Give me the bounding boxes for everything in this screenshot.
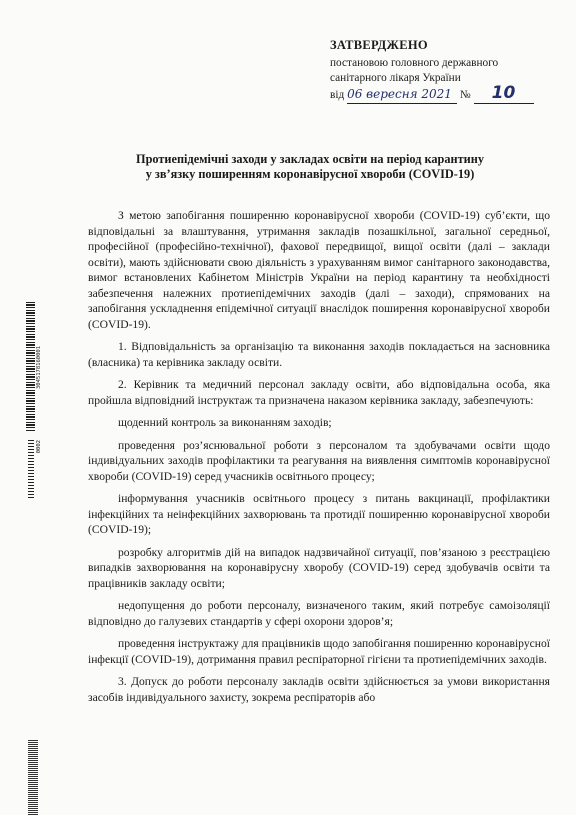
paragraph-2-item-1: щоденний контроль за виконанням заходів; xyxy=(118,416,332,429)
heading-line-2: у зв’язку поширенням коронавірусної хвороби (COVID-19) xyxy=(145,167,475,181)
paragraph-2-item-6: проведення інструктажу для працівників щодо запобігання поширенню коронавірусної інфекції (COVID-19), дотримання правил респіраторної гігієни та протиепідемічних заходів. xyxy=(88,637,550,666)
stub-text: 0002 xyxy=(36,440,42,454)
paragraph-2-item-3: інформування учасників освітнього процесу з питань вакцинації, профілактики інфекційних та неінфекційних захворювань та протидії поширенню коронавірусної хвороби (COVID-19); xyxy=(88,492,550,536)
approval-block xyxy=(330,38,570,104)
handwritten-date: 06 вересня 2021 xyxy=(347,87,452,101)
paragraph-1: 1. Відповідальність за організацію та виконання заходів покладається на засновника (власника) та керівника закладу освіти. xyxy=(88,340,550,369)
paragraph-2-item-4: розробку алгоритмів дій на випадок надзвичайної ситуації, пов’язаною з реєстрацією випадків захворювання на коронавірусну хворобу (COVID-19) серед здобувачів освіти та працівників закладу освіти; xyxy=(88,545,550,590)
paragraph-2-item-5: недопущення до роботи персоналу, визначеного таким, який потребує самоізоляції відповідно до галузевих стандартів у сфері охорони здоров’я; xyxy=(88,599,550,628)
paragraph-2: 2. Керівник та медичний персонал закладу освіти, або відповідальна особа, яка пройшла відповідний інструктаж та призначена наказом керівника закладу, забезпечують: xyxy=(88,378,550,407)
approval-line-2: санітарного лікаря України xyxy=(330,72,461,84)
approval-title: ЗАТВЕРДЖЕНО xyxy=(330,38,428,52)
heading-line-1: Протиепідемічні заходи у закладах освіти на період карантину xyxy=(136,152,484,166)
bottom-barcode xyxy=(28,740,38,815)
number-sign: № xyxy=(459,89,471,101)
approval-date-line xyxy=(330,83,570,104)
paragraph-intro: З метою запобігання поширенню коронавірусної хвороби (COVID-19) суб’єкти, що відповідальні за влаштування, утримання закладів позашкільної, загальної середньої, професійної (професійно-технічної), фахової передвищої, вищої освіти (далі – заклади освіти), мають здійснювати свою діяльність з урахуванням вимог санітарного законодавства, вимог встановлених Кабінетом Міністрів України на період карантину та необхідності забезпечення належних протиепідемічних заходів (далі – заходи), спрямованих на запобігання ускладнення епідемічної ситуації внаслідок поширення коронавірусної хвороби (COVID-19). xyxy=(88,209,550,331)
paragraph-2-item-2: проведення роз’яснювальної роботи з персоналом та здобувачами освіти щодо індивідуальних заходів профілактики та реагування на виявлення симптомів коронавірусної хвороби (COVID-19) серед учасників освітнього процесу; xyxy=(88,438,550,483)
document-body xyxy=(88,208,550,712)
approval-line-1: постановою головного державного xyxy=(330,57,499,69)
barcode-stub xyxy=(28,440,42,500)
barcode xyxy=(26,302,40,432)
document-heading xyxy=(60,152,560,182)
barcode-bars xyxy=(26,302,35,432)
paragraph-3: 3. Допуск до роботи персоналу закладів освіти здійснюється за умови використання засобів індивідуального захисту, зокрема респіраторів або xyxy=(88,675,550,704)
stub-bars xyxy=(28,440,34,500)
date-prefix: від xyxy=(330,89,345,101)
handwritten-number: 10 xyxy=(491,83,516,103)
barcode-text: 3045178160001 xyxy=(36,345,42,389)
